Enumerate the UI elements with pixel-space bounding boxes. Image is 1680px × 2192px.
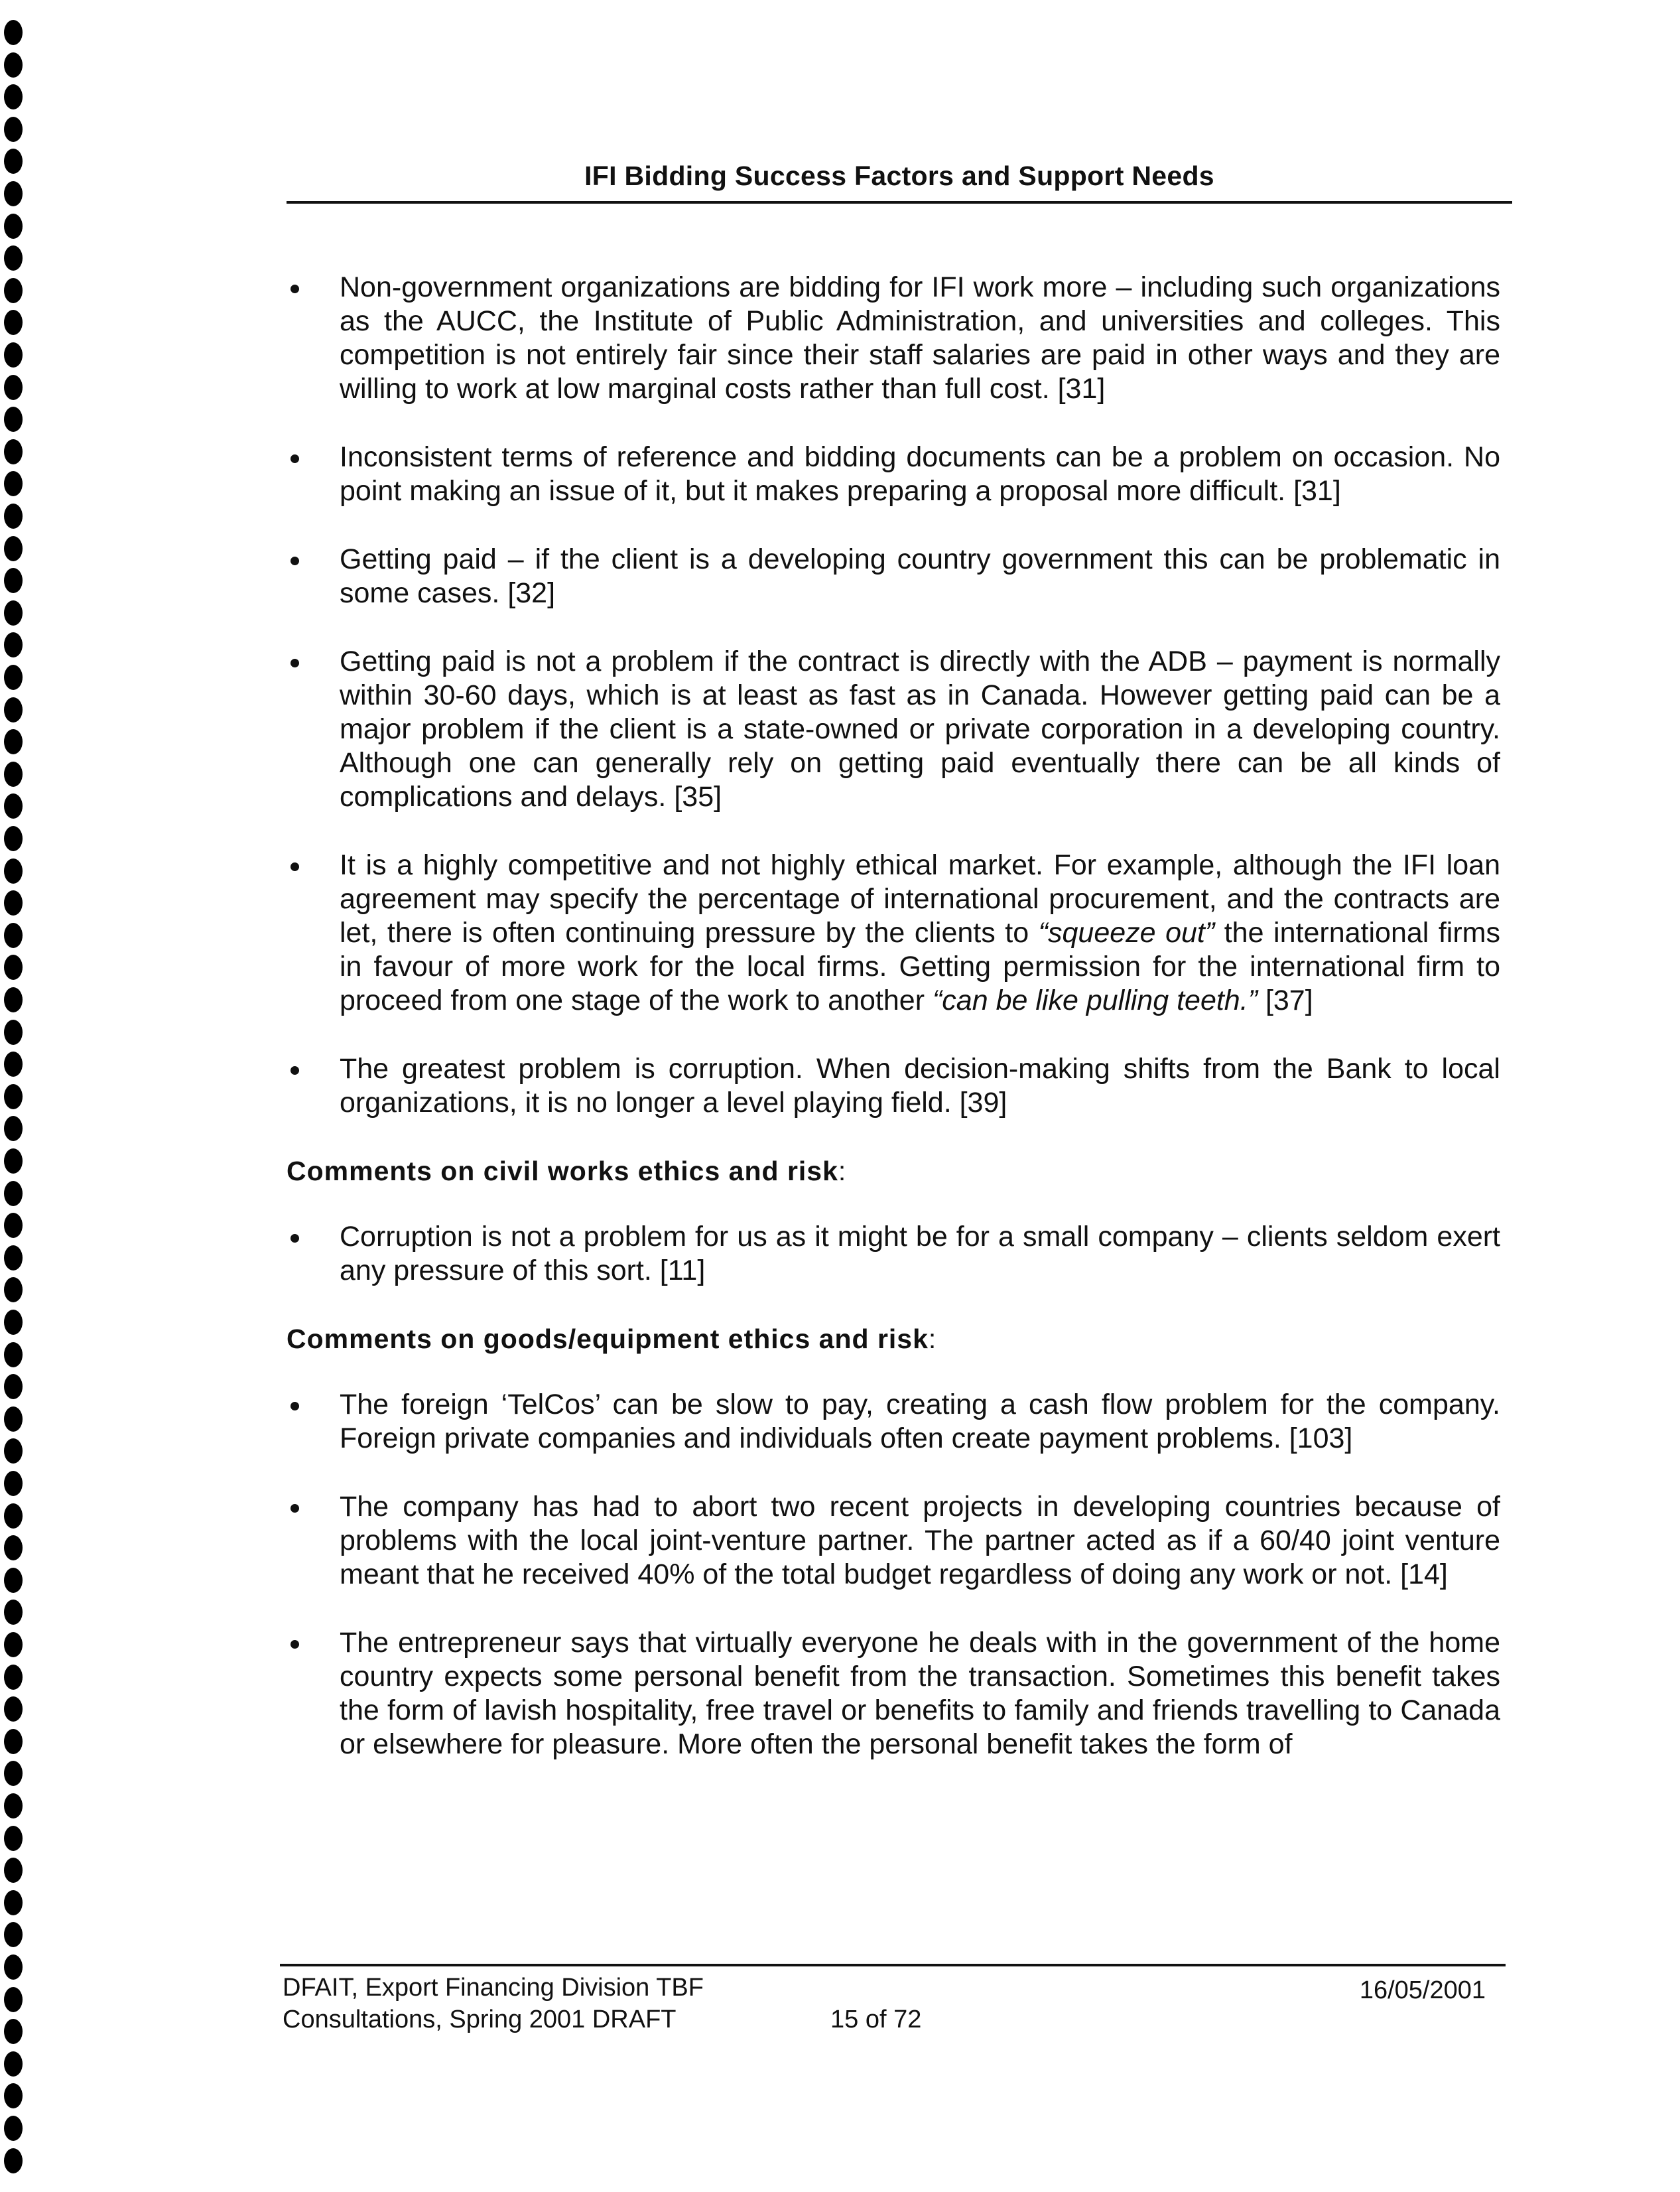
punch-hole	[4, 632, 23, 657]
punch-hole	[4, 214, 23, 239]
bullet-text: Corruption is not a problem for us as it might be for a small company – clients seldom exert any pressure of this sort. [11]	[340, 1221, 1500, 1286]
bullet-dot-icon	[291, 1066, 299, 1075]
punch-hole	[4, 245, 23, 271]
punch-hole	[4, 117, 23, 142]
bullet-item	[287, 1626, 1500, 1761]
punch-hole	[4, 2116, 23, 2141]
page-number: 15 of 72	[830, 2006, 922, 2033]
page-header	[287, 161, 1512, 204]
punch-hole	[4, 1632, 23, 1657]
punch-hole	[4, 890, 23, 916]
punch-hole	[4, 342, 23, 368]
punch-hole	[4, 1406, 23, 1432]
punch-hole	[4, 1438, 23, 1464]
page-title: IFI Bidding Success Factors and Support Needs	[584, 161, 1214, 191]
punch-hole	[4, 987, 23, 1012]
punch-hole	[4, 52, 23, 78]
bullet-text: The foreign ‘TelCos’ can be slow to pay, creating a cash flow problem for the company. Foreign private companies and individuals often create payment problems. [103]	[340, 1389, 1500, 1454]
section-heading-text: Comments on goods/equipment ethics and risk	[287, 1324, 929, 1354]
bullet-dot-icon	[291, 659, 299, 667]
punch-hole	[4, 2148, 23, 2173]
bullet-dot-icon	[291, 557, 299, 565]
punch-hole	[4, 1181, 23, 1206]
punch-hole	[4, 375, 23, 400]
bullet-item	[287, 441, 1500, 508]
punch-hole	[4, 568, 23, 593]
bullet-item	[287, 543, 1500, 610]
punch-hole	[4, 1245, 23, 1270]
punch-hole	[4, 1310, 23, 1335]
footer-source	[283, 1972, 704, 2035]
punch-hole	[4, 1052, 23, 1077]
bullet-text: Getting paid is not a problem if the contract is directly with the ADB – payment is normally within 30-60 days, which is at least as fast as in Canada. However getting paid can be a major problem if the client is a state-owned or private corporation in a developing country. Although one can generally rely on getting paid eventually there can be all kinds of complications and delays. [35]	[340, 646, 1500, 813]
bullet-item	[287, 1388, 1500, 1456]
punch-hole	[4, 793, 23, 819]
punch-hole	[4, 1826, 23, 1851]
footer-line-1: DFAIT, Export Financing Division TBF	[283, 1974, 704, 2002]
binder-punch-holes	[0, 0, 40, 2192]
bullet-text: Non-government organizations are bidding for IFI work more – including such organizations as the AUCC, the Institute of Public Administration, and universities and colleges. This competition is not entirely fair since their staff salaries are paid in other ways and they are willing to work at low marginal costs rather than full cost. [31]	[340, 271, 1500, 405]
section-heading-colon: :	[838, 1156, 847, 1186]
punch-hole	[4, 729, 23, 754]
punch-hole	[4, 665, 23, 690]
punch-hole	[4, 181, 23, 206]
punch-hole	[4, 1729, 23, 1754]
bullet-text: Getting paid – if the client is a developing country government this can be problematic in some cases. [32]	[340, 543, 1500, 609]
punch-hole	[4, 471, 23, 496]
bullet-text: The entrepreneur says that virtually everyone he deals with in the government of the home country expects some personal benefit from the transaction. Sometimes this benefit takes the form of lavish hospitality, free travel or benefits to family and friends travelling to Canada or elsewhere for pleasure. More often the personal benefit takes the form of	[340, 1627, 1500, 1760]
bullet-text: the international firms in favour of more work for the local firms. Getting permission for the international firm to proceed from one stage of the work to another	[340, 917, 1500, 1016]
footer-line-2: Consultations, Spring 2001 DRAFT	[283, 2006, 677, 2033]
bullet-item	[287, 1052, 1500, 1120]
bullet-dot-icon	[291, 862, 299, 871]
bullet-dot-icon	[291, 1504, 299, 1513]
punch-hole	[4, 1084, 23, 1109]
punch-hole	[4, 1890, 23, 1915]
bullet-dot-icon	[291, 1402, 299, 1410]
section-heading-civil-works	[287, 1154, 1500, 1188]
bullet-text: It is a highly competitive and not highly ethical market. For example, although the IFI loan agreement may specify the percentage of international procurement, and the contracts are let, there is often continuing pressure by the clients to	[340, 849, 1500, 949]
punch-hole	[4, 1148, 23, 1174]
bullet-dot-icon	[291, 454, 299, 463]
punch-hole	[4, 762, 23, 787]
punch-hole	[4, 20, 23, 45]
punch-hole	[4, 1858, 23, 1883]
punch-hole	[4, 278, 23, 303]
punch-hole	[4, 2083, 23, 2108]
punch-hole	[4, 1793, 23, 1818]
punch-hole	[4, 1116, 23, 1141]
punch-hole	[4, 1922, 23, 1947]
punch-hole	[4, 1342, 23, 1367]
bullet-text: Inconsistent terms of reference and bidding documents can be a problem on occasion. No point making an issue of it, but it makes preparing a proposal more difficult. [31]	[340, 441, 1500, 507]
bullet-item	[287, 1220, 1500, 1288]
punch-hole	[4, 439, 23, 464]
punch-hole	[4, 1665, 23, 1690]
bullet-dot-icon	[291, 1640, 299, 1649]
punch-hole	[4, 1761, 23, 1786]
punch-hole	[4, 697, 23, 722]
punch-hole	[4, 504, 23, 529]
punch-hole	[4, 1503, 23, 1529]
footer-date: 16/05/2001	[1359, 1976, 1486, 2004]
punch-hole	[4, 1020, 23, 1045]
bullet-dot-icon	[291, 285, 299, 293]
bullet-text: The greatest problem is corruption. When decision-making shifts from the Bank to local organizations, it is no longer a level playing field. [39]	[340, 1053, 1500, 1119]
bullet-list-group1	[287, 271, 1500, 1120]
bullet-list-group2	[287, 1220, 1500, 1288]
punch-hole	[4, 1600, 23, 1625]
punch-hole	[4, 1954, 23, 1980]
punch-hole	[4, 149, 23, 174]
punch-hole	[4, 923, 23, 948]
bullet-item	[287, 645, 1500, 814]
punch-hole	[4, 84, 23, 109]
punch-hole	[4, 826, 23, 851]
bullet-item	[287, 271, 1500, 406]
bullet-list-group3	[287, 1388, 1500, 1761]
quoted-emphasis: “squeeze out”	[1038, 917, 1215, 949]
punch-hole	[4, 1471, 23, 1496]
punch-hole	[4, 536, 23, 561]
punch-hole	[4, 1987, 23, 2012]
document-body	[287, 271, 1500, 1796]
bullet-dot-icon	[291, 1234, 299, 1243]
page-footer	[280, 1964, 1506, 2033]
punch-hole	[4, 2051, 23, 2077]
punch-hole	[4, 1535, 23, 1560]
bullet-text: The company has had to abort two recent projects in developing countries because of problems with the local joint-venture partner. The partner acted as if a 60/40 joint venture meant that he received 40% of the total budget regardless of doing any work or not. [14]	[340, 1491, 1500, 1590]
punch-hole	[4, 407, 23, 432]
bullet-item	[287, 849, 1500, 1018]
punch-hole	[4, 1374, 23, 1399]
punch-hole	[4, 600, 23, 626]
punch-hole	[4, 858, 23, 884]
punch-hole	[4, 1277, 23, 1302]
punch-hole	[4, 1213, 23, 1238]
quoted-emphasis: “can be like pulling teeth.”	[932, 985, 1258, 1016]
punch-hole	[4, 1696, 23, 1722]
punch-hole	[4, 1568, 23, 1593]
section-heading-goods-equipment	[287, 1322, 1500, 1356]
bullet-text: [37]	[1258, 985, 1313, 1016]
section-heading-colon: :	[928, 1324, 937, 1354]
punch-hole	[4, 310, 23, 335]
punch-hole	[4, 955, 23, 980]
section-heading-text: Comments on civil works ethics and risk	[287, 1156, 838, 1186]
bullet-item	[287, 1490, 1500, 1592]
punch-hole	[4, 2019, 23, 2044]
